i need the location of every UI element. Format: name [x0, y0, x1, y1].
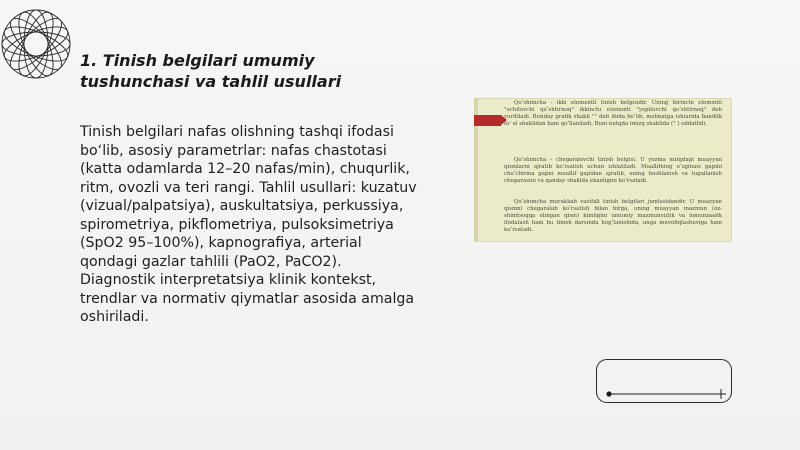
slide-title: 1. Tinish belgilari umumiy tushunchasi va tahlil usullari	[80, 51, 342, 91]
bookmark-tab-icon	[474, 115, 501, 126]
spirograph-ornament-icon	[0, 0, 76, 90]
slider-track-icon	[596, 359, 732, 403]
document-paragraph: Qo‘shimcha – chegaralovchi tinish belgisi. U yozma nutqdagi muayyan qismlarni ajratib ko‘rsatish uchun ishlatiladi. Muallifning o‘zginasi gapini cho‘chirma gapni muallif gapidan ajratib, uning boshlanish va tugallanish chegarasini va qanday shaklda ekanligini ko‘rsatadi.	[504, 157, 722, 184]
document-image	[474, 98, 732, 242]
document-paragraph: Qo‘shimcha - ikki elementli tinish belgisidir. Uning birinchi elementi "ochiluvchi qo‘shtirnoq" ikkinchi elementi "yopiluvchi qo‘shtirnoq" deb yuritiladi. Bunday grafik shakli "" deb ifoda bo‘lib, mehnatga ishlarida bandlik to' el shaklidan ham qo‘llaniladi. Buni nutqda imizq shaklida (" ) oddatlidi.	[504, 100, 722, 127]
slide-body-text: Tinish belgilari nafas olishning tashqi ifodasi bo‘lib, asosiy parametrlar: nafas chastotasi (katta odamlarda 12–20 nafas/min), chuqurlik, ritm, ovozli va teri rangi. Tahlil usullari: kuzatuv (vizual/palpatsiya), auskultatsiya, perkussiya, spirometriya, pikflometriya, pulsoksimetriya (SpO2 95–100%), kapnografiya, arterial qondagi gazlar tahlili (PaO2, PaCO2). Diagnostik interpretatsiya klinik kontekst, trendlar va normativ qiymatlar asosida amalga oshiriladi.	[80, 124, 417, 325]
document-paragraph: Qo‘shimcha murakkab vazifali tinish belgilari jumlasidandir. U muayyan qismni chegaralab ko‘rsatish bilan birga, uning muayyan mazmun (oz-shimtsoqqa olingan qism) kimligini umumiy mazmunsizlik va lomonzaalik ifodalash ham bu tinish darsinda hog‘lanishida, unga muvofiqlashuviga ham ko‘rsatadi.	[504, 199, 722, 233]
